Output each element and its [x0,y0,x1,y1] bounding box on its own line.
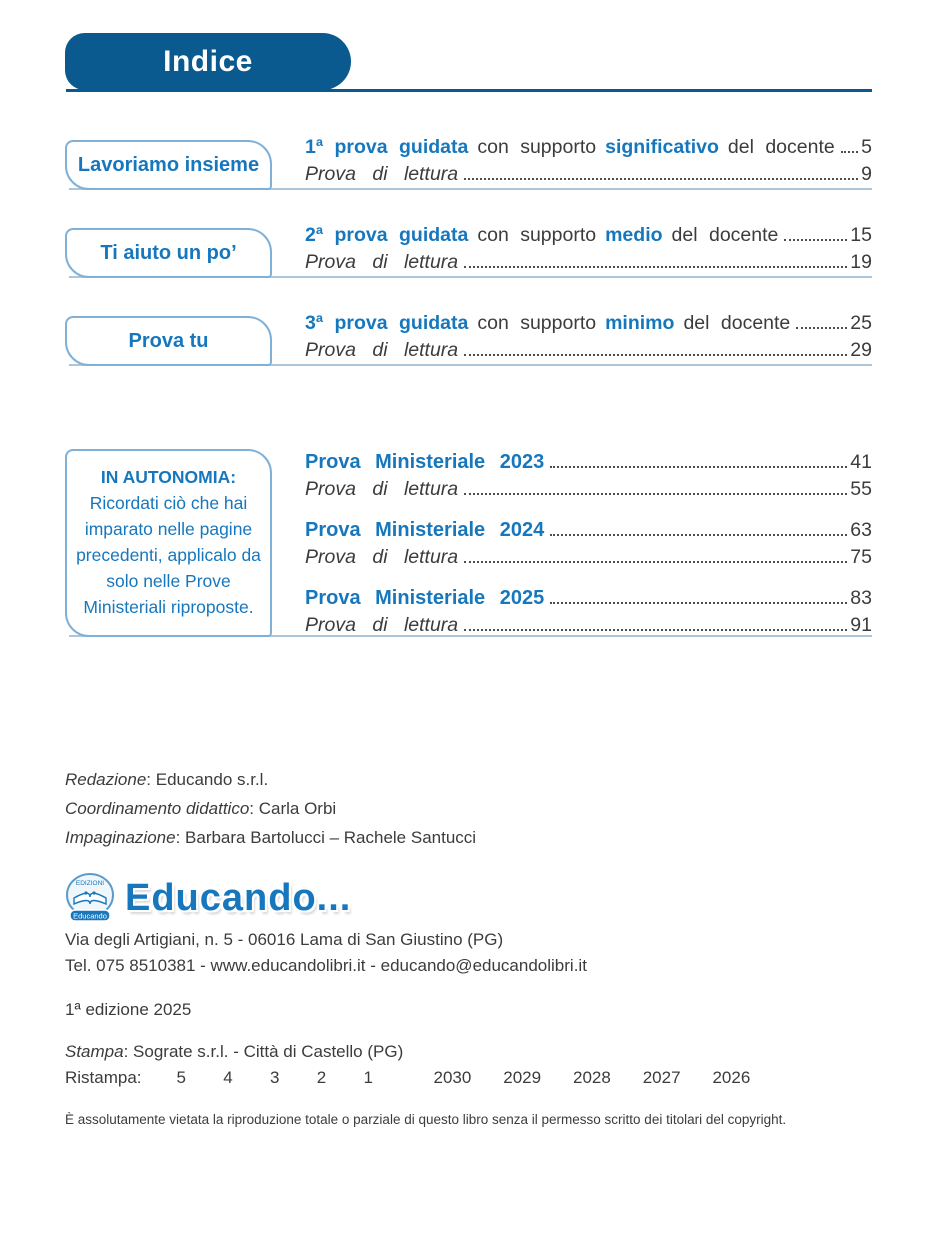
entry-title: Prova di lettura [305,163,459,185]
dot-leader [464,266,847,268]
reprint-number: 2 [316,1068,327,1087]
dot-leader [550,534,847,536]
entry-title-part: 3ª prova guidata [305,312,469,334]
publisher-logo [63,872,351,924]
entry-page-number: 9 [861,163,872,185]
publisher-logo-wordmark: Educando... [125,876,352,919]
toc-entry [305,339,872,366]
dot-leader [796,327,847,329]
dot-leader [550,466,847,468]
publisher-contacts: Tel. 075 8510381 - www.educandolibri.it - educando@educandolibri.it [65,956,587,975]
toc-entry [305,251,872,278]
credit-impaginazione [65,828,895,848]
reprint-number: 3 [270,1068,280,1087]
toc-entry [305,451,872,478]
entry-title: Prova di lettura [305,251,459,273]
section-label-text: Prova tu [128,329,209,352]
entry-title: Prova di lettura [305,546,459,568]
entry-title-part: del docente [671,224,779,246]
entry-title: Prova di lettura [305,478,459,500]
printer-label: Stampa [65,1042,124,1061]
entry-title-part: del docente [727,136,835,158]
entry-page-number: 15 [850,224,872,246]
entry-page-number: 19 [850,251,872,273]
credit-role: Coordinamento didattico [65,799,250,818]
reprint-number: 5 [176,1068,186,1087]
dot-leader [464,493,847,495]
dot-leader [841,151,858,153]
section-label-prova-tu [65,316,272,366]
credit-coordinamento [65,799,895,819]
toc-entry [305,546,872,573]
entry-title-part: minimo [605,312,675,334]
section-label-ti-aiuto-un-po [65,228,272,278]
printer-note [65,1042,895,1062]
dot-leader [464,629,847,631]
reprint-year: 2027 [642,1068,681,1087]
dot-leader [464,561,847,563]
toc-entry [305,587,872,614]
entry-title: Prova di lettura [305,339,459,361]
educando-badge-icon [63,872,117,924]
page-title-box [65,33,351,90]
entry-title-part: 2ª prova guidata [305,224,469,246]
reprint-row [65,1068,895,1088]
entry-title-part: con supporto [477,312,597,334]
dot-leader [784,239,847,241]
toc-entry [305,478,872,505]
toc-entry [305,312,872,339]
entry-page-number: 55 [850,478,872,500]
entry-page-number: 29 [850,339,872,361]
entry-title-part: 1ª prova guidata [305,136,469,158]
toc-entry [305,614,872,641]
entry-page-number: 25 [850,312,872,334]
entry-page-number: 83 [850,587,872,609]
reprint-number: 1 [363,1068,373,1087]
credit-role: Impaginazione [65,828,176,847]
reprint-year: 2028 [572,1068,611,1087]
entry-title-part: medio [605,224,663,246]
entry-title: Prova Ministeriale 2023 [305,451,545,473]
dot-leader [464,354,847,356]
entry-page-number: 5 [861,136,872,158]
entry-page-number: 75 [850,546,872,568]
entry-title: Prova Ministeriale 2025 [305,587,545,609]
section-label-lavoriamo-insieme [65,140,272,190]
publisher-address: Via degli Artigiani, n. 5 - 06016 Lama di San Giustino (PG) [65,930,504,949]
dot-leader [464,178,858,180]
toc-entry [305,224,872,251]
dot-leader [550,602,847,604]
reprint-year: 2026 [712,1068,751,1087]
toc-entry [305,519,872,546]
toc-entry [305,136,872,163]
credit-value: : Carla Orbi [249,799,337,818]
svg-text:Educando: Educando [73,911,107,921]
copyright-notice: È assolutamente vietata la riproduzione totale o parziale di questo libro senza il permesso scritto dei titolari del copyright. [65,1112,787,1127]
svg-text:EDIZIONI: EDIZIONI [75,880,105,887]
section-label-text: Ti aiuto un po’ [100,241,237,264]
reprint-number: 4 [223,1068,233,1087]
credit-role: Redazione [65,770,147,789]
entry-title-part: con supporto [477,136,597,158]
printer-value: : Sograte s.r.l. - Città di Castello (PG) [123,1042,404,1061]
reprint-year: 2029 [503,1068,542,1087]
reprint-year: 2030 [433,1068,472,1087]
entry-title-part: significativo [605,136,719,158]
credit-value: : Educando s.r.l. [146,770,269,789]
page-title: Indice [163,44,253,78]
credit-value: : Barbara Bartolucci – Rachele Santucci [175,828,477,847]
in-autonomia-body: Ricordati ciò che hai imparato nelle pagine precedenti, applicalo da solo nelle Prove Ministeriali riproposte. [76,493,261,617]
reprint-label: Ristampa: [65,1068,142,1087]
in-autonomia-heading: IN AUTONOMIA: [100,467,237,488]
entry-page-number: 91 [850,614,872,636]
section-label-text: Lavoriamo insieme [77,153,260,176]
credit-redazione [65,770,895,790]
entry-page-number: 41 [850,451,872,473]
entry-title-part: con supporto [477,224,597,246]
entry-title: Prova di lettura [305,614,459,636]
toc-entry [305,163,872,190]
entry-page-number: 63 [850,519,872,541]
edition-note: 1ª edizione 2025 [65,1000,192,1019]
in-autonomia-box [65,449,272,637]
entry-title-part: del docente [683,312,791,334]
entry-title: Prova Ministeriale 2024 [305,519,545,541]
